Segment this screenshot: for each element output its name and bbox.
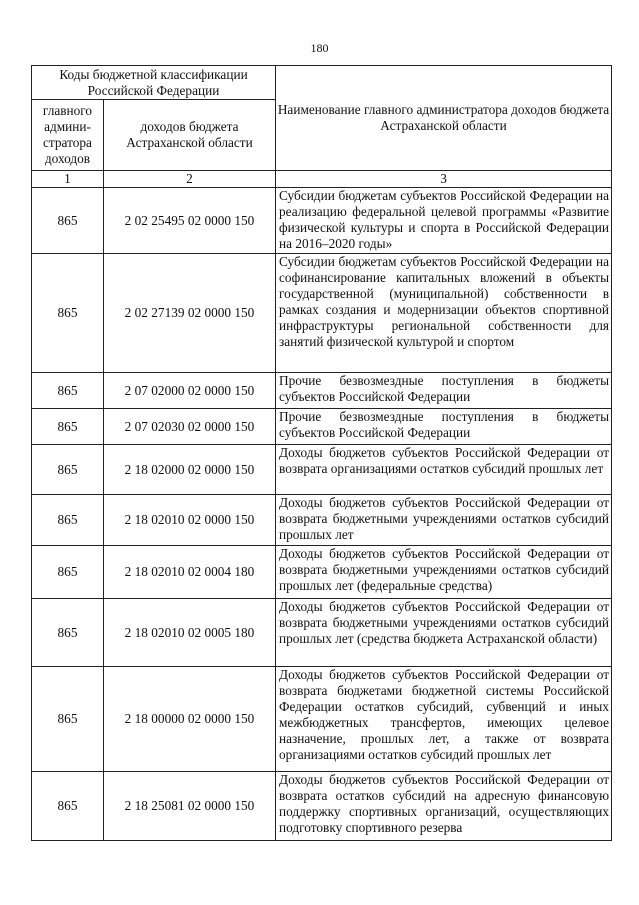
admin-code: 865 — [32, 445, 104, 495]
income-name: Субсидии бюджетам субъектов Российской Федерации на софинансирование капитальных вложений в объекты государственной (муниципальной) собственности в рамках создания и модернизации объектов спортивной инфраструктуры региональной собственности для занятий физической культурой и спортом — [276, 254, 612, 373]
table-row — [32, 445, 612, 495]
income-name: Прочие безвозмездные поступления в бюджеты субъектов Российской Федерации — [276, 409, 612, 445]
table-row — [32, 495, 612, 546]
table-row — [32, 409, 612, 445]
admin-code: 865 — [32, 546, 104, 599]
admin-code: 865 — [32, 188, 104, 254]
column-number: 1 — [32, 171, 104, 188]
income-name: Доходы бюджетов субъектов Российской Федерации от возврата бюджетными учреждениями остатков субсидий прошлых лет (средства бюджета Астраханской области) — [276, 599, 612, 667]
admin-code: 865 — [32, 599, 104, 667]
table-row — [32, 667, 612, 772]
table-row — [32, 772, 612, 841]
income-code: 2 18 02010 02 0005 180 — [104, 599, 276, 667]
income-code: 2 18 02000 02 0000 150 — [104, 445, 276, 495]
header-group-title: Коды бюджетной классификации Российской Федерации — [32, 66, 276, 100]
income-name: Доходы бюджетов субъектов Российской Федерации от возврата организациями остатков субсидий прошлых лет — [276, 445, 612, 495]
income-code: 2 07 02000 02 0000 150 — [104, 373, 276, 409]
income-name: Доходы бюджетов субъектов Российской Федерации от возврата бюджетными учреждениями остатков субсидий прошлых лет (федеральные средства) — [276, 546, 612, 599]
header-col1: главного админи-стратора доходов — [32, 100, 104, 171]
admin-code: 865 — [32, 495, 104, 546]
income-name: Прочие безвозмездные поступления в бюджеты субъектов Российской Федерации — [276, 373, 612, 409]
page-number: 180 — [310, 41, 329, 55]
table-row — [32, 599, 612, 667]
admin-code: 865 — [32, 409, 104, 445]
income-name: Доходы бюджетов субъектов Российской Федерации от возврата бюджетами бюджетной системы Российской Федерации остатков субсидий, субвенций и иных межбюджетных трансфертов, имеющих целевое назначение, прошлых лет, а также от возврата организациями остатков субсидий прошлых лет — [276, 667, 612, 772]
admin-code: 865 — [32, 667, 104, 772]
income-code: 2 02 27139 02 0000 150 — [104, 254, 276, 373]
admin-code: 865 — [32, 772, 104, 841]
table-row — [32, 188, 612, 254]
income-name: Доходы бюджетов субъектов Российской Федерации от возврата остатков субсидий на адресную финансовую поддержку спортивных организаций, осуществляющих подготовку спортивного резерва — [276, 772, 612, 841]
header-col3: Наименование главного администратора доходов бюджета Астраханской области — [276, 66, 612, 171]
income-name: Доходы бюджетов субъектов Российской Федерации от возврата бюджетными учреждениями остатков субсидий прошлых лет — [276, 495, 612, 546]
admin-code: 865 — [32, 373, 104, 409]
income-code: 2 18 25081 02 0000 150 — [104, 772, 276, 841]
budget-classification-table — [31, 65, 612, 841]
income-code: 2 18 02010 02 0000 150 — [104, 495, 276, 546]
table-row — [32, 373, 612, 409]
table-row — [32, 546, 612, 599]
column-number-row — [32, 171, 612, 188]
admin-code: 865 — [32, 254, 104, 373]
income-code: 2 07 02030 02 0000 150 — [104, 409, 276, 445]
income-code: 2 18 00000 02 0000 150 — [104, 667, 276, 772]
table-row — [32, 254, 612, 373]
income-name: Субсидии бюджетам субъектов Российской Федерации на реализацию федеральной целевой программы «Развитие физической культуры и спорта в Российской Федерации на 2016–2020 годы» — [276, 188, 612, 254]
income-code: 2 02 25495 02 0000 150 — [104, 188, 276, 254]
column-number: 3 — [276, 171, 612, 188]
header-col2: доходов бюджета Астраханской области — [104, 100, 276, 171]
income-code: 2 18 02010 02 0004 180 — [104, 546, 276, 599]
column-number: 2 — [104, 171, 276, 188]
header-row — [32, 66, 612, 100]
